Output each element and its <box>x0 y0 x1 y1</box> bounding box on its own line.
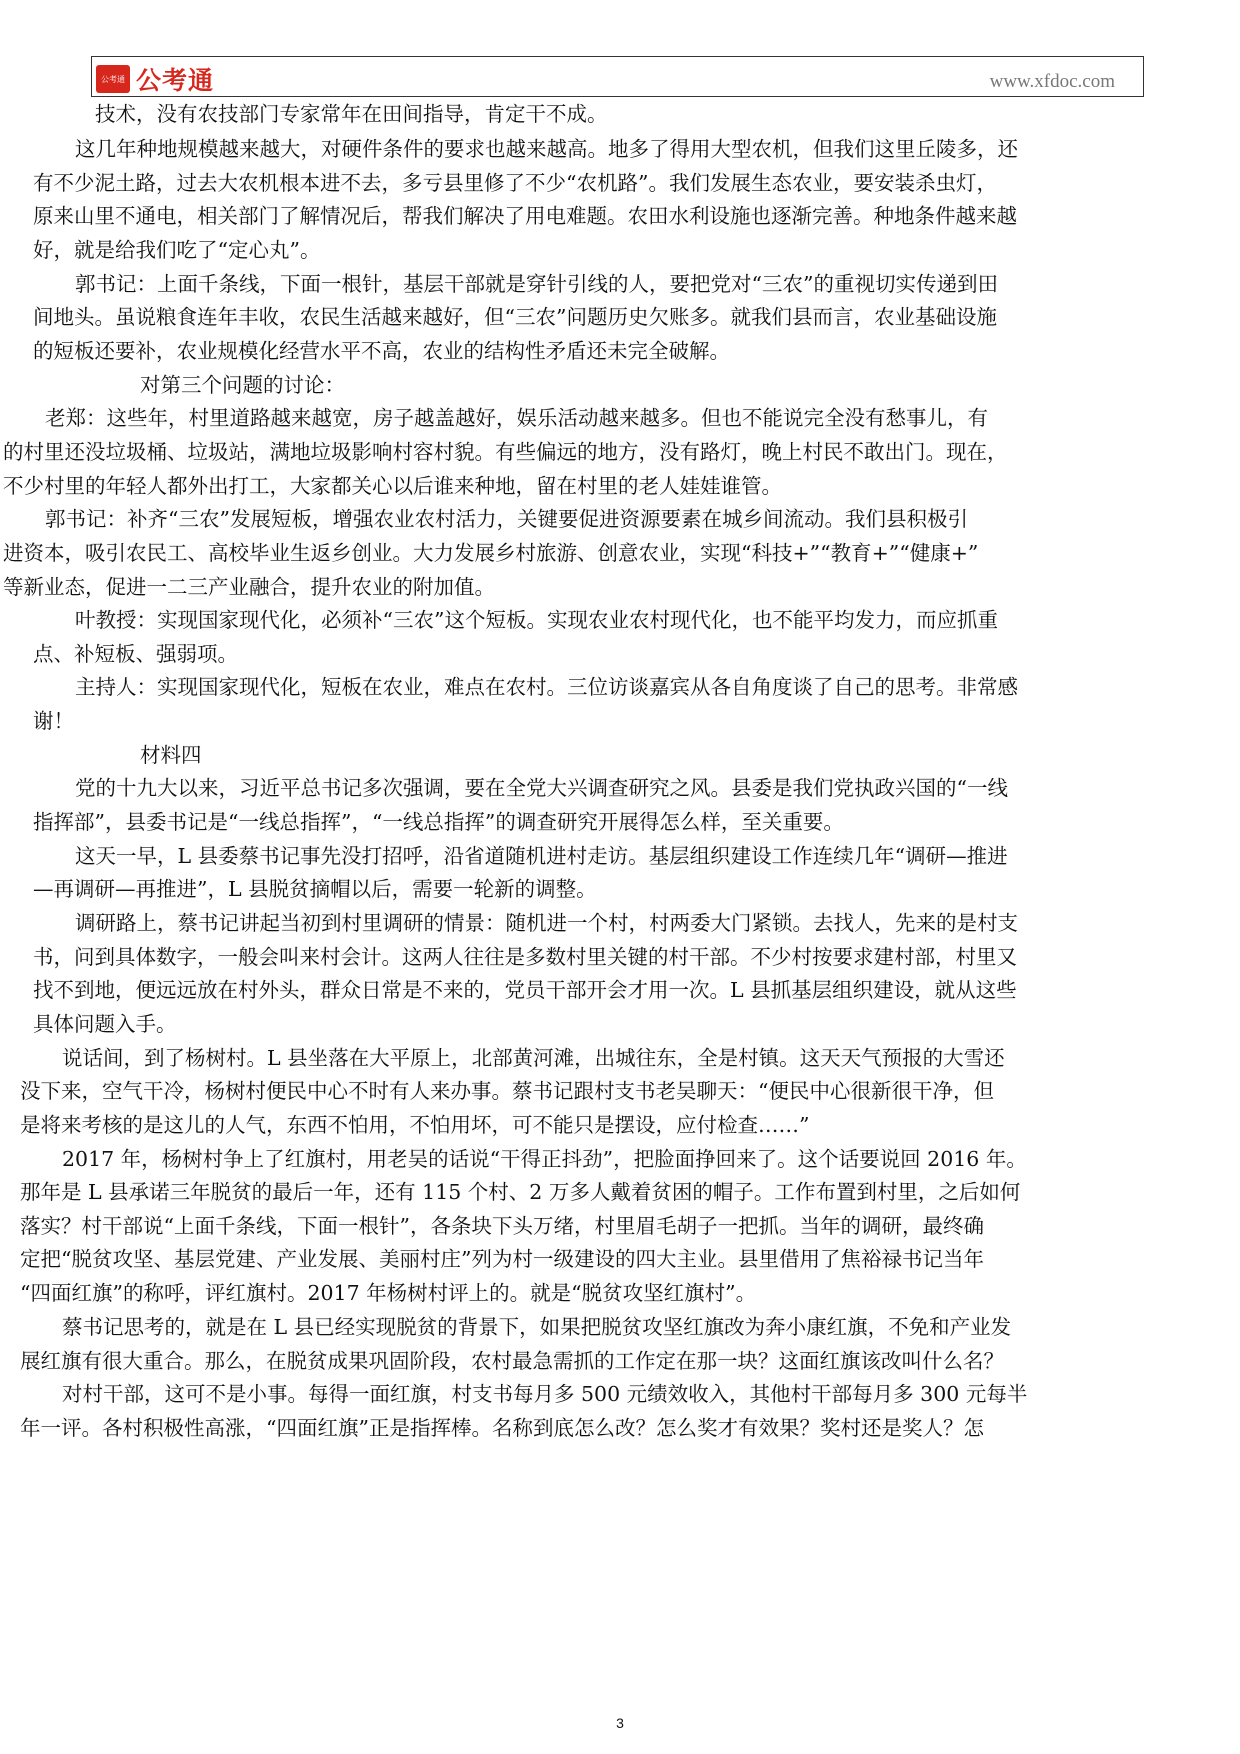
text-line: 谢！ <box>33 709 74 733</box>
text-line: 老郑：这些年，村里道路越来越宽，房子越盖越好，娱乐活动越来越多。但也不能说完全没有愁事儿，有 <box>45 406 988 430</box>
text-line: 这几年种地规模越来越大，对硬件条件的要求也越来越高。地多了得用大型农机，但我们这里丘陵多，还 <box>75 137 1018 161</box>
brand-logo <box>96 61 214 97</box>
text-line: 没下来，空气干冷，杨树村便民中心不时有人来办事。蔡书记跟村支书老吴聊天：“便民中心很新很干净，但 <box>20 1079 994 1103</box>
text-line: 定把“脱贫攻坚、基层党建、产业发展、美丽村庄”列为村一级建设的四大主业。县里借用了焦裕禄书记当年 <box>20 1247 984 1271</box>
text-line: 好，就是给我们吃了“定心丸”。 <box>33 238 321 262</box>
text-line: 指挥部”，县委书记是“一线总指挥”，“一线总指挥”的调查研究开展得怎么样，至关重要。 <box>33 810 844 834</box>
text-line: 蔡书记思考的，就是在 L 县已经实现脱贫的背景下，如果把脱贫攻坚红旗改为奔小康红旗，不免和产业发 <box>62 1315 1012 1339</box>
site-url: www.xfdoc.com <box>989 71 1115 92</box>
text-line: 不少村里的年轻人都外出打工，大家都关心以后谁来种地，留在村里的老人娃娃谁管。 <box>3 474 782 498</box>
text-line: 有不少泥土路，过去大农机根本进不去，多亏县里修了不少“农机路”。我们发展生态农业，要安装杀虫灯， <box>33 171 997 195</box>
text-line: 对村干部，这可不是小事。每得一面红旗，村支书每月多 500 元绩效收入，其他村干部每月多 300 元每半 <box>62 1382 1028 1406</box>
text-line: 党的十九大以来，习近平总书记多次强调，要在全党大兴调查研究之风。县委是我们党执政兴国的“一线 <box>75 776 1008 800</box>
text-line: 进资本，吸引农民工、高校毕业生返乡创业。大力发展乡村旅游、创意农业，实现“科技+”“教育+”“健康+” <box>3 541 979 565</box>
text-line: 是将来考核的是这儿的人气，东西不怕用，不怕用坏，可不能只是摆设，应付检查……” <box>20 1113 810 1137</box>
text-line: “四面红旗”的称呼，评红旗村。2017 年杨树村评上的。就是“脱贫攻坚红旗村”。 <box>20 1281 757 1305</box>
text-line: 的短板还要补，农业规模化经营水平不高，农业的结构性矛盾还未完全破解。 <box>33 339 730 363</box>
text-line: 说话间，到了杨树村。L 县坐落在大平原上，北部黄河滩，出城往东，全是村镇。这天天气预报的大雪还 <box>62 1046 1005 1070</box>
text-line: 展红旗有很大重合。那么，在脱贫成果巩固阶段，农村最急需抓的工作定在那一块？这面红旗该改叫什么名？ <box>20 1349 1004 1373</box>
text-line: 具体问题入手。 <box>33 1012 177 1036</box>
text-line: 原来山里不通电，相关部门了解情况后，帮我们解决了用电难题。农田水利设施也逐渐完善。种地条件越来越 <box>33 204 1017 228</box>
text-line: 材料四 <box>140 743 202 767</box>
text-line: 2017 年，杨树村争上了红旗村，用老吴的话说“干得正抖劲”，把脸面挣回来了。这个话要说回 2016 年。 <box>62 1147 1027 1171</box>
text-line: 郭书记：上面千条线，下面一根针，基层干部就是穿针引线的人，要把党对“三农”的重视切实传递到田 <box>75 272 998 296</box>
text-line: 的村里还没垃圾桶、垃圾站，满地垃圾影响村容村貌。有些偏远的地方，没有路灯，晚上村民不敢出门。现在， <box>3 440 1008 464</box>
text-line: 间地头。虽说粮食连年丰收，农民生活越来越好，但“三农”问题历史欠账多。就我们县而言，农业基础设施 <box>33 305 997 329</box>
text-line: 年一评。各村积极性高涨，“四面红旗”正是指挥棒。名称到底怎么改？怎么奖才有效果？奖村还是奖人？怎 <box>20 1416 984 1440</box>
text-line: 这天一早，L 县委蔡书记事先没打招呼，沿省道随机进村走访。基层组织建设工作连续几年“调研—推进 <box>75 844 1008 868</box>
text-line: 郭书记：补齐“三农”发展短板，增强农业农村活力，关键要促进资源要素在城乡间流动。我们县积极引 <box>45 507 968 531</box>
logo-text: 公考通 <box>136 66 215 95</box>
logo-badge-icon: 公考通 <box>96 65 130 93</box>
text-line: 落实？村干部说“上面千条线，下面一根针”，各条块下头万绪，村里眉毛胡子一把抓。当年的调研，最终确 <box>20 1214 984 1238</box>
text-line: 那年是 L 县承诺三年脱贫的最后一年，还有 115 个村、2 万多人戴着贫困的帽子。工作布置到村里，之后如何 <box>20 1180 1021 1204</box>
text-line: 调研路上，蔡书记讲起当初到村里调研的情景：随机进一个村，村两委大门紧锁。去找人，先来的是村支 <box>75 911 1018 935</box>
text-line: 书，问到具体数字，一般会叫来村会计。这两人往往是多数村里关键的村干部。不少村按要求建村部，村里又 <box>33 945 1017 969</box>
text-line: 技术，没有农技部门专家常年在田间指导，肯定干不成。 <box>95 102 608 126</box>
text-line: 主持人：实现国家现代化，短板在农业，难点在农村。三位访谈嘉宾从各自角度谈了自己的思考。非常感 <box>75 675 1018 699</box>
text-line: 对第三个问题的讨论： <box>140 373 345 397</box>
text-line: 找不到地，便远远放在村外头，群众日常是不来的，党员干部开会才用一次。L 县抓基层组织建设，就从这些 <box>33 978 1017 1002</box>
page-number: 3 <box>616 1715 624 1731</box>
text-line: 等新业态，促进一二三产业融合，提升农业的附加值。 <box>3 575 495 599</box>
text-line: 点、补短板、强弱项。 <box>33 642 238 666</box>
text-line: —再调研—再推进”，L 县脱贫摘帽以后，需要一轮新的调整。 <box>33 877 597 901</box>
text-line: 叶教授：实现国家现代化，必须补“三农”这个短板。实现农业农村现代化，也不能平均发力，而应抓重 <box>75 608 998 632</box>
page-header <box>91 56 1144 97</box>
